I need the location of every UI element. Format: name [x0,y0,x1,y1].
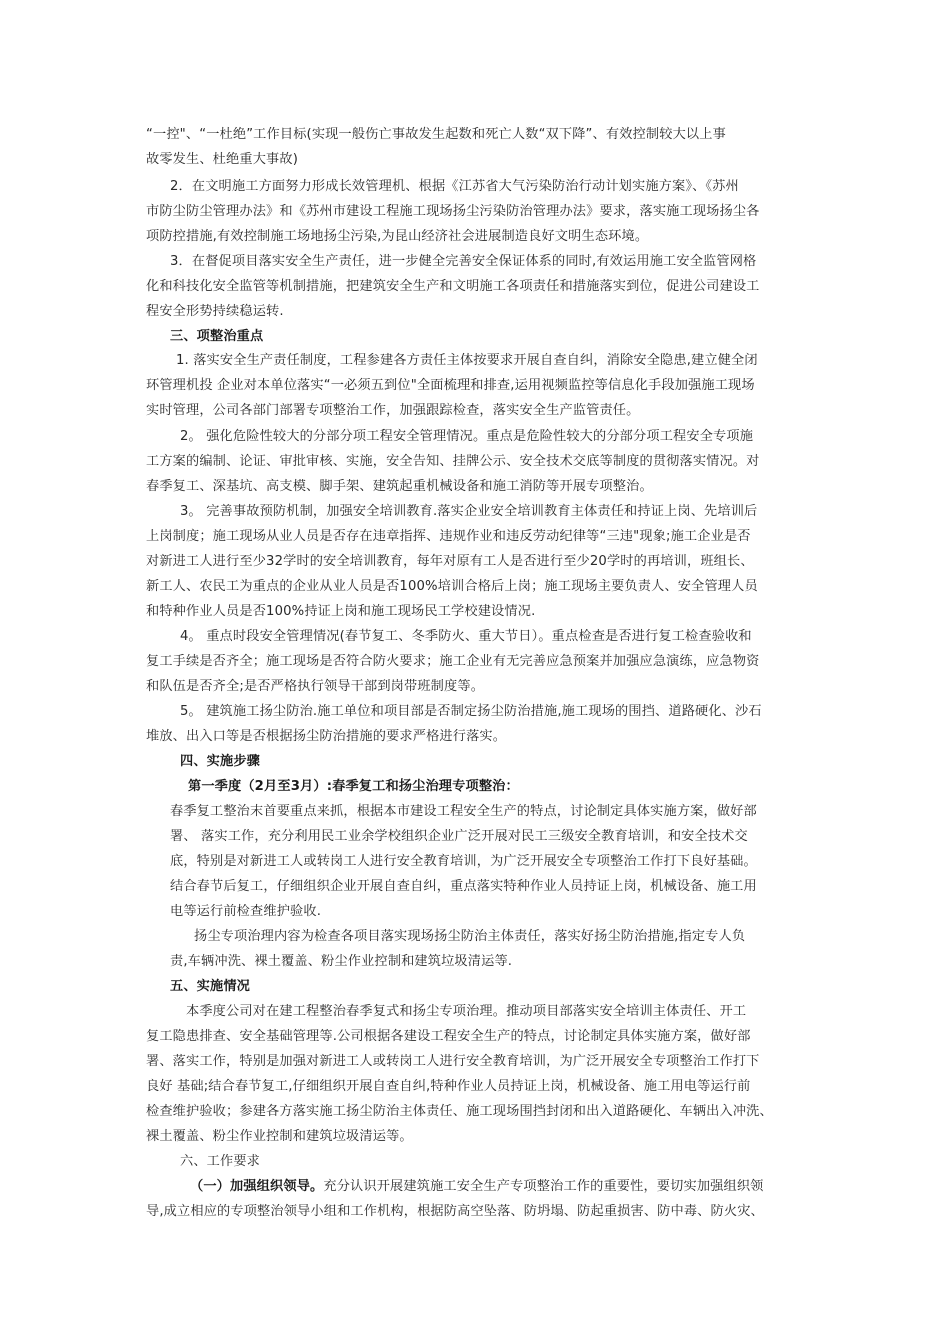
text-line: 上岗制度；施工现场从业人员是否存在违章指挥、违规作业和违反劳动纪律等“三违"现象;施工企业是否 [146,529,751,544]
section-heading: 五、实施情况 [170,979,251,994]
text-line: 化和科技化安全监管等机制措施，把建筑安全生产和文明施工各项责任和措施落实到位，促进公司建设工 [146,279,760,294]
text-line: “一控"、“一杜绝”工作目标(实现一般伤亡事故发生起数和死亡人数“双下降”、有效控制较大以上事 [146,127,726,142]
text-line: 复工手续是否齐全；施工现场是否符合防火要求；施工企业有无完善应急预案并加强应急演练，应急物资 [146,654,760,669]
section-heading: 三、项整治重点 [170,329,264,344]
text-line: 春季复工整治末首要重点来抓，根据本市建设工程安全生产的特点，讨论制定具体实施方案，做好部 [170,804,757,819]
text-line: 导,成立相应的专项整治领导小组和工作机构，根据防高空坠落、防坍塌、防起重损害、防中毒、防火灾、 [146,1204,764,1219]
text-line: 署、落实工作，特别是加强对新进工人或转岗工人进行安全教育培训，为广泛开展安全专项整治工作打下 [146,1054,760,1069]
text-line: 故零发生、杜绝重大事故) [146,152,299,167]
text-span: 充分认识开展建筑施工安全生产专项整治工作的重要性，要切实加强组织领 [323,1179,764,1194]
text-line: 5。 建筑施工扬尘防治.施工单位和项目部是否制定扬尘防治措施,施工现场的围挡、道路硬化、沙石 [180,704,762,719]
text-line: 检查维护验收；参建各方落实施工扬尘防治主体责任、施工现场围挡封闭和出入道路硬化、车辆出入冲洗、 [146,1104,773,1119]
text-line: 春季复工、深基坑、高支模、脚手架、建筑起重机械设备和施工消防等开展专项整治。 [146,479,653,494]
text-line: 市防尘防尘管理办法》和《苏州市建设工程施工现场扬尘污染防治管理办法》要求，落实施工现场扬尘各 [146,204,760,219]
text-line: 1. 落实安全生产责任制度，工程参建各方责任主体按要求开展自查自纠，消除安全隐患,建立健全闭 [176,353,758,368]
text-line: 3。 完善事故预防机制，加强安全培训教育.落实企业安全培训教育主体责任和持证上岗、先培训后 [180,504,758,519]
text-line: 复工隐患排查、安全基础管理等.公司根据各建设工程安全生产的特点，讨论制定具体实施方案，做好部 [146,1029,751,1044]
text-line: 新工人、农民工为重点的企业从业人员是否100%培训合格后上岗；施工现场主要负责人、安全管理人员 [146,579,758,594]
text-line: 程安全形势持续稳运转. [146,304,284,319]
text-line: 底，特别是对新进工人或转岗工人进行安全教育培训，为广泛开展安全专项整治工作打下良好基础。 [170,854,757,869]
text-line: 实时管理，公司各部门部署专项整治工作，加强跟踪检查，落实安全生产监管责任。 [146,403,640,418]
sub-heading: （一）加强组织领导。 [190,1179,324,1194]
text-line: 电等运行前检查维护验收. [170,904,322,919]
sub-heading: 第一季度（2月至3月）:春季复工和扬尘治理专项整治： [188,779,519,794]
text-line: 责,车辆冲洗、裸土覆盖、粉尘作业控制和建筑垃圾清运等. [170,954,513,969]
text-line: 2．在文明施工方面努力形成长效管理机、根据《江苏省大气污染防治行动计划实施方案》、《苏州 [170,179,739,194]
text-line: 2。 强化危险性较大的分部分项工程安全管理情况。重点是危险性较大的分部分项工程安全专项施 [180,429,754,444]
text-line: 工方案的编制、论证、审批审核、实施，安全告知、挂牌公示、安全技术交底等制度的贯彻落实情况。对 [146,454,760,469]
text-line: 署、 落实工作，充分利用民工业余学校组织企业广泛开展对民工三级安全教育培训，和安全技术交 [170,829,748,844]
text-line: 环管理机投 企业对本单位落实“一必须五到位"全面梳理和排查,运用视频监控等信息化手段加强施工现场 [146,378,755,393]
text-line: 堆放、出入口等是否根据扬尘防治措施的要求严格进行落实。 [146,729,507,744]
text-line: 对新进工人进行至少32学时的安全培训教育，每年对原有工人是否进行至少20学时的再培训，班组长、 [146,554,754,569]
text-line: 本季度公司对在建工程整治春季复式和扬尘专项治理。推动项目部落实安全培训主体责任、开工 [186,1004,747,1019]
paragraph-line [190,1177,764,1197]
text-line: 4。 重点时段安全管理情况(春节复工、冬季防火、重大节日）。重点检查是否进行复工检查验收和 [180,629,752,644]
text-line: 和队伍是否齐全;是否严格执行领导干部到岗带班制度等。 [146,679,485,694]
text-line: 结合春节后复工，仔细组织企业开展自查自纠，重点落实特种作业人员持证上岗，机械设备、施工用 [170,879,757,894]
text-line: 裸土覆盖、粉尘作业控制和建筑垃圾清运等。 [146,1129,413,1144]
section-heading: 六、工作要求 [180,1154,261,1169]
text-line: 和特种作业人员是否100%持证上岗和施工现场民工学校建设情况. [146,604,536,619]
text-line: 项防控措施,有效控制施工场地扬尘污染,为昆山经济社会进展制造良好文明生态环境。 [146,229,649,244]
text-line: 3．在督促项目落实安全生产责任，进一步健全完善安全保证体系的同时,有效运用施工安全监管网格 [170,254,757,269]
text-line: 扬尘专项治理内容为检查各项目落实现场扬尘防治主体责任，落实好扬尘防治措施,指定专人负 [194,929,746,944]
section-heading: 四、实施步骤 [180,754,261,769]
text-line: 良好 基础;结合春节复工,仔细组织开展自查自纠,特种作业人员持证上岗，机械设备、施工用电等运行前 [146,1079,751,1094]
